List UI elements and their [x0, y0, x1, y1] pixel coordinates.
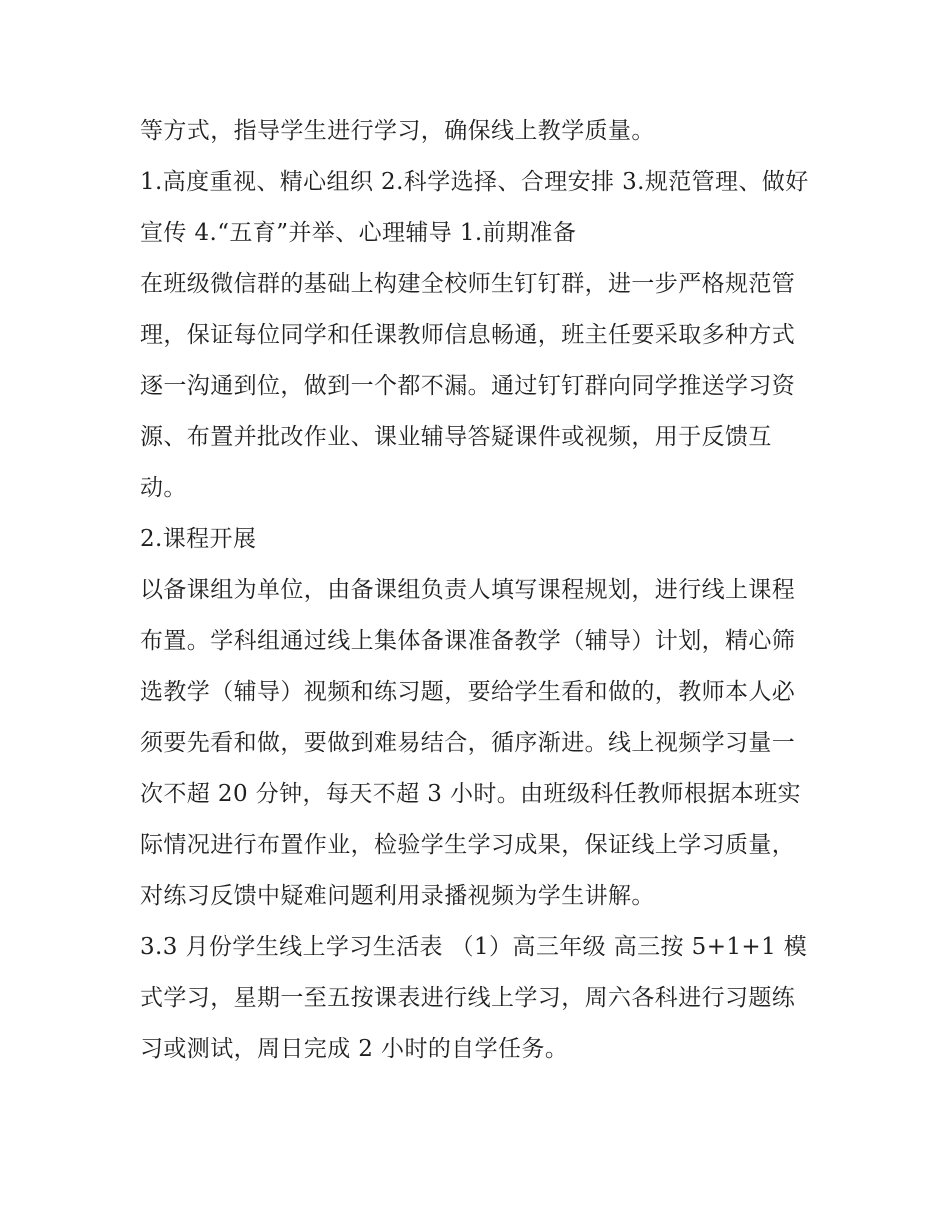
paragraph-study-schedule: 3.3 月份学生线上学习生活表 （1）高三年级 高三按 5+1+1 模式学习，星期一至五按课表进行线上学习，周六各科进行习题练习或测试，周日完成 2 小时的自学任务。: [140, 934, 808, 1062]
paragraph-preparation: 在班级微信群的基础上构建全校师生钉钉群，进一步严格规范管理，保证每位同学和任课教师信息畅通，班主任要采取多种方式逐一沟通到位，做到一个都不漏。通过钉钉群向同学推送学习资源、布置并批改作业、课业辅导答疑课件或视频，用于反馈互动。: [140, 271, 796, 501]
document-body: [140, 106, 812, 1075]
heading-course-development: 2.课程开展: [140, 526, 257, 552]
paragraph-continuation: 等方式，指导学生进行学习，确保线上教学质量。: [140, 118, 655, 144]
paragraph-course-planning: 以备课组为单位，由备课组负责人填写课程规划，进行线上课程布置。学科组通过线上集体备课准备教学（辅导）计划，精心筛选教学（辅导）视频和练习题，要给学生看和做的，教师本人必须要先看和做，要做到难易结合，循序渐进。线上视频学习量一次不超 20 分钟，每天不超 3 小时。由班级科任教师根据本班实际情况进行布置作业，检验学生学习成果，保证线上学习质量，对练习反馈中疑难问题利用录播视频为学生讲解。: [140, 577, 801, 909]
paragraph-outline-list: 1.高度重视、精心组织 2.科学选择、合理安排 3.规范管理、做好宣传 4.“五育”并举、心理辅导 1.前期准备: [140, 169, 809, 246]
